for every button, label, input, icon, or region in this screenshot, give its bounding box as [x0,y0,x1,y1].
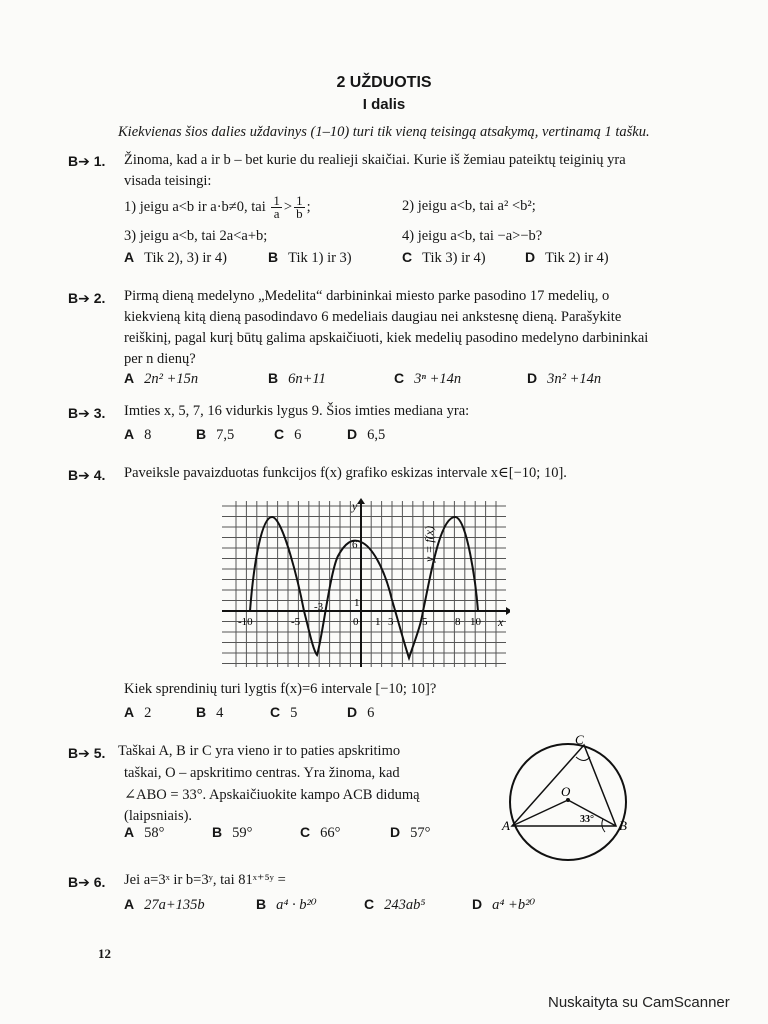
q6-marker: B➔ 6. [68,874,106,890]
label-c: C [575,732,584,747]
q1-option-c[interactable]: C Tik 3) ir 4) [402,249,486,266]
q5-marker: B➔ 5. [68,745,106,761]
q5-option-a[interactable]: A 58° [124,824,165,841]
q5-option-d[interactable]: D 57° [390,824,431,841]
tick-neg10: -10 [238,616,253,628]
q2-text-line1: Pirmą dieną medelyno „Medelita“ darbininkai miesto parke pasodino 17 medelių, o [124,288,610,304]
q2-text-line3: reiškinį, pagal kurį būtų galima apskaičiuoti, kiek medelių pasodino medelyno darbininkai [124,330,649,346]
tick-8: 8 [455,616,461,628]
label-a: A [502,818,510,833]
q6-text: Jei a=3ˣ ir b=3ʸ, tai 81ˣ⁺⁵ʸ = [124,872,286,888]
q1-statement-1: 1) jeigu a<b ir a·b≠0, tai $\frac{1}{a}$ > $\frac{1}{b}$ ; [124,193,311,221]
q2-text-line4: per n dienų? [124,351,196,367]
tick-0: 0 [353,616,359,628]
q4-option-b[interactable]: B 4 [196,704,224,721]
q5-text-line1: Taškai A, B ir C yra vieno ir to paties apskritimo [118,743,401,759]
q4-option-a[interactable]: A 2 [124,704,152,721]
q4-marker: B➔ 4. [68,467,106,483]
q4-text: Paveiksle pavaizduotas funkcijos f(x) grafiko eskizas intervale x∈[−10; 10]. [124,465,567,481]
q6-option-d[interactable]: D a⁴ +b²⁰ [472,896,536,913]
q6-option-c[interactable]: C 243ab⁵ [364,896,426,913]
q2-option-a[interactable]: A 2n² +15n [124,370,199,387]
page-number: 12 [98,946,111,961]
tick-5: 5 [422,616,428,628]
q1-s1-fraction-b: $\frac{1}{b}$ [296,193,303,221]
circle-figure [496,730,636,866]
q4-option-d[interactable]: D 6 [347,704,375,721]
q5-option-b[interactable]: B 59° [212,824,253,841]
x-axis-label: x [498,615,504,629]
q1-option-b[interactable]: B Tik 1) ir 3) [268,249,352,266]
section-subtitle: I dalis [362,96,406,113]
q1-statement-4: 4) jeigu a<b, tai −a>−b? [402,228,543,244]
q1-s1-text: 1) jeigu a<b ir a·b≠0, tai [124,198,266,215]
q1-statement-3: 3) jeigu a<b, tai 2a<a+b; [124,228,268,244]
q3-text: Imties x, 5, 7, 16 vidurkis lygus 9. Šios imties mediana yra: [124,403,470,419]
angle-label: 33° [580,814,594,825]
q4-option-c[interactable]: C 5 [270,704,298,721]
q1-option-a[interactable]: A Tik 2), 3) ir 4) [124,249,227,266]
q2-text-line2: kiekvieną kitą dieną pasodindavo 6 medeliais daugiau nei ankstesnę dieną. Parašykite [124,309,622,325]
q5-option-c[interactable]: C 66° [300,824,341,841]
q4-question: Kiek sprendinių turi lygtis f(x)=6 intervale [−10; 10]? [124,681,437,697]
q5-text-line2: taškai, O – apskritimo centras. Yra žinoma, kad [124,765,400,781]
q2-option-b[interactable]: B 6n+11 [268,370,326,387]
y-axis-arrow [357,498,365,504]
q3-option-d[interactable]: D 6,5 [347,426,386,443]
q1-text-line1: Žinoma, kad a ir b – bet kurie du realieji skaičiai. Kurie iš žemiau pateiktų teiginių yra [124,152,626,168]
ytick-1: 1 [354,597,360,609]
ytick-6: 6 [352,539,358,551]
q1-marker: B➔ 1. [68,153,106,169]
q1-s1-fraction-a: $\frac{1}{a}$ [273,193,280,221]
label-b: B [619,818,627,833]
q1-statement-2: 2) jeigu a<b, tai a² <b²; [402,198,536,214]
page-title: 2 UŽDUOTIS [336,74,432,91]
scanner-watermark: Nuskaityta su CamScanner [548,994,730,1011]
q3-option-a[interactable]: A 8 [124,426,152,443]
tick-neg5: -5 [291,616,301,628]
segment-ao [512,800,568,826]
angle-c-arc [576,757,590,761]
q2-option-c[interactable]: C 3ⁿ +14n [394,370,462,387]
q1-option-d[interactable]: D Tik 2) ir 4) [525,249,609,266]
q3-option-b[interactable]: B 7,5 [196,426,235,443]
q5-text-line3: ∠ABO = 33°. Apskaičiuokite kampo ACB didumą [124,787,420,803]
tick-1: 1 [375,616,381,628]
q6-option-a[interactable]: A 27a+135b [124,896,205,913]
q2-option-d[interactable]: D 3n² +14n [527,370,602,387]
function-graph [218,498,510,670]
curve-label: y = f(x) [422,525,436,562]
q1-text-line2: visada teisingi: [124,173,212,189]
instruction-text: Kiekvienas šios dalies uždavinys (1–10) turi tik vieną teisingą atsakymą, vertinamą 1 tašku. [118,124,650,140]
q6-option-b[interactable]: B a⁴ · b²⁰ [256,896,317,913]
tick-neg3: -3 [314,601,324,613]
label-o: O [561,784,571,799]
y-axis-label: y [352,499,358,513]
q2-marker: B➔ 2. [68,290,106,306]
x-axis-arrow [506,607,510,615]
q3-marker: B➔ 3. [68,405,106,421]
q3-option-c[interactable]: C 6 [274,426,302,443]
q5-text-line4: (laipsniais). [124,808,193,824]
tick-10: 10 [470,616,481,628]
tick-3: 3 [388,616,394,628]
